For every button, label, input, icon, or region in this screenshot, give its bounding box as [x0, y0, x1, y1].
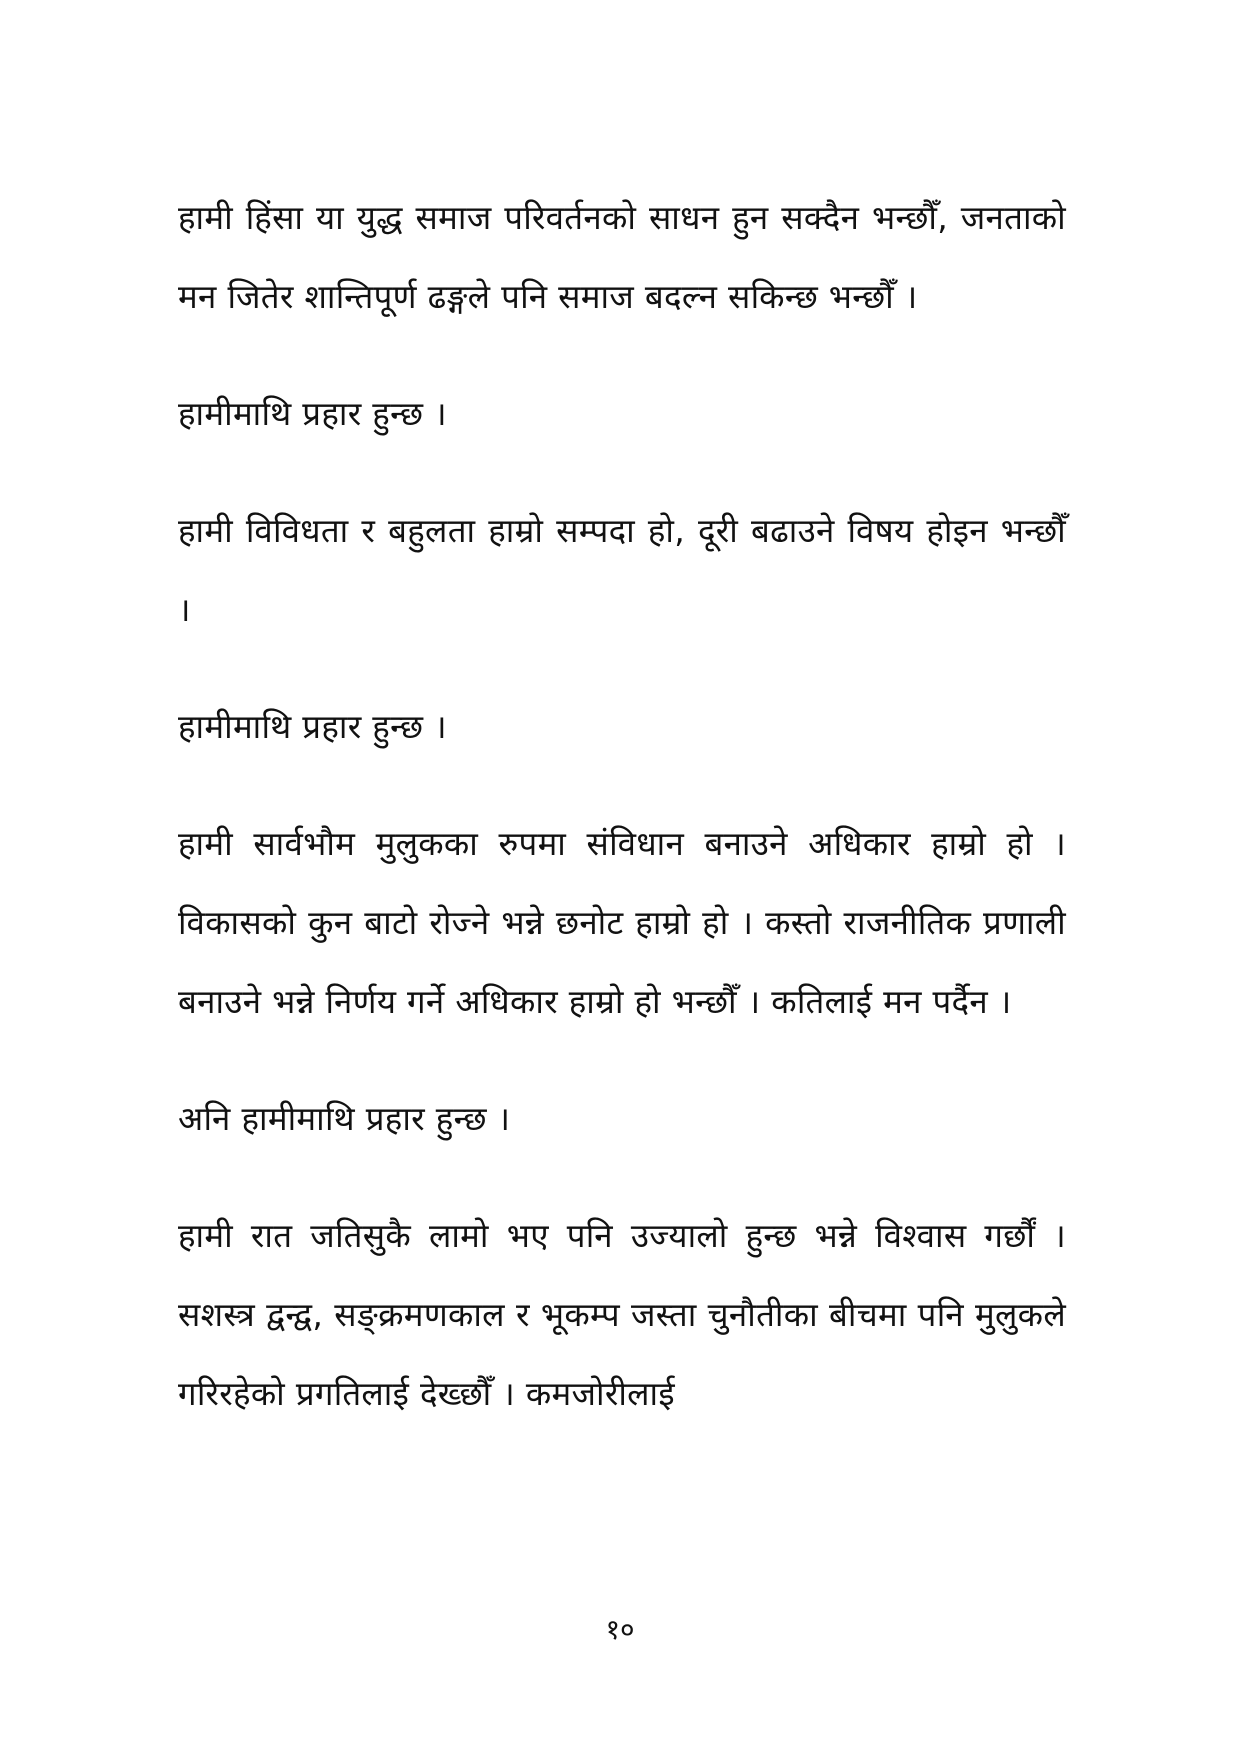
paragraph-nonviolence: हामी हिंसा या युद्ध समाज परिवर्तनको साधन हुन सक्दैन भन्छौँ, जनताको मन जितेर शान्तिपूर्ण ढङ्गले पनि समाज बदल्न सकिन्छ भन्छौँ ।	[178, 198, 1066, 316]
paragraph-refrain-2: हामीमाथि प्रहार हुन्छ ।	[178, 707, 447, 746]
page-number: १०	[605, 1613, 635, 1646]
body-text	[178, 178, 1066, 1471]
paragraph-refrain-3: अनि हामीमाथि प्रहार हुन्छ ।	[178, 1099, 511, 1138]
paragraph-diversity: हामी विविधता र बहुलता हाम्रो सम्पदा हो, दूरी बढाउने विषय होइन भन्छौँ ।	[178, 511, 1066, 629]
paragraph-refrain-1: हामीमाथि प्रहार हुन्छ ।	[178, 394, 447, 433]
paragraph-hope: हामी रात जतिसुकै लामो भए पनि उज्यालो हुन्छ भन्ने विश्वास गर्छौं । सशस्त्र द्वन्द्व, सङ्क्रमणकाल र भूकम्प जस्ता चुनौतीका बीचमा पनि मुलुकले गरिरहेको प्रगतिलाई देख्छौँ । कमजोरीलाई	[178, 1216, 1066, 1413]
paragraph-sovereignty: हामी सार्वभौम मुलुकका रुपमा संविधान बनाउने अधिकार हाम्रो हो । विकासको कुन बाटो रोज्ने भन्ने छनोट हाम्रो हो । कस्तो राजनीतिक प्रणाली बनाउने भन्ने निर्णय गर्ने अधिकार हाम्रो हो भन्छौँ । कतिलाई मन पर्दैन ।	[178, 824, 1066, 1021]
